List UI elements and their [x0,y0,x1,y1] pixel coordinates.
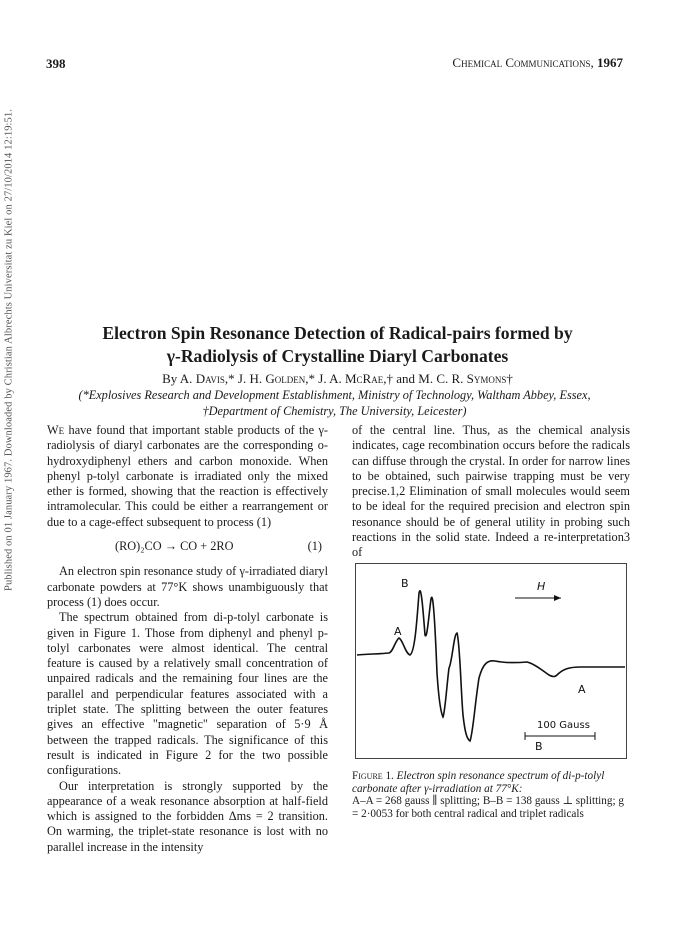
left-column [47,423,328,855]
author-2-name: Golden,* [265,371,316,386]
page-number: 398 [46,56,66,71]
journal-year: 1967 [597,55,623,70]
esr-spectrum-plot [355,563,627,759]
author-3-initials: J. A. [318,371,342,386]
affiliation-line-1: (*Explosives Research and Development Establishment, Ministry of Technology, Waltham Abbey, Essex, [78,388,591,402]
label-b-top: B [401,577,409,590]
author-3-name: McRae,† [345,371,393,386]
journal-header [452,55,623,71]
caption-heading [352,770,630,795]
title-line-1: Electron Spin Resonance Detection of Radical-pairs formed by [102,323,573,343]
download-watermark-text: Published on 01 January 1967. Downloaded by Christian Albrechts Universitat zu Kiel on 27/10/2014 12:19:51. [3,109,15,591]
author-1-initials: A. [179,371,193,386]
caption-figure-label: Figure 1. [352,770,394,782]
author-4-initials: M. C. R. [418,371,464,386]
spectrum-trace [357,591,625,741]
right-column [352,423,630,561]
paragraph-continuation: of the central line. Thus, as the chemical analysis indicates, cage recombination occurs before the radicals can diffuse through the crystal. In order for narrow lines to be obtained, such pairwise trapping must be very precise.1,2 Elimination of small molecules would seem to be ideal for the required precision and electron spin resonance should be of general utility in probing such reactions in the solid state. Indeed a re-interpretation3 of [352,423,630,560]
author-1-name: Davis,* [195,371,235,386]
author-4-name: Symons† [466,371,513,386]
paragraph-intro-text: have found that important stable products of the γ-radiolysis of diaryl carbonates are the corresponding o-hydroxydiphenyl ethers and carbon monoxide. When phenyl p-tolyl carbonate is irradiated only the mixed ether is formed, showing that the reaction is effectively intramolecular. This could be either a rearrangement or due to a cage-effect subsequent to process (1) [47,423,328,529]
label-a-left: A [394,625,402,638]
equation-number: (1) [307,539,322,554]
paragraph-intro [47,423,328,530]
esr-spectrum-figure [355,563,627,759]
dropcap-word: We [47,423,65,437]
caption-line-2: A–A = 268 gauss ∥ splitting; B–B = 138 gauss ⊥ splitting; g = 2·0053 for both central radical and triplet radicals [352,795,624,820]
label-b-bottom: B [535,740,543,753]
figure-caption [352,770,630,820]
journal-name: Chemical Communications, [452,55,594,70]
label-field-h: H [537,580,546,593]
equation-1 [115,539,322,554]
caption-line-1: Electron spin resonance spectrum of di-p-tolyl carbonate after γ-irradiation at 77°K: [352,770,605,795]
equation-expression: (RO)₂CO → CO + 2RO [115,539,234,554]
article-title [40,322,635,368]
title-line-2: γ-Radiolysis of Crystalline Diaryl Carbonates [166,346,509,366]
paragraph-interpretation: Our interpretation is strongly supported by the appearance of a weak resonance absorption at half-field which is assigned to the forbidden Δms = 2 transition. On warming, the triplet-state resonance is lost with no parallel increase in the intensity [47,778,328,854]
paragraph-spectrum: The spectrum obtained from di-p-tolyl carbonate is given in Figure 1. Those from diphenyl and phenyl p-tolyl carbonates were almost identical. The central feature is caused by a relatively small concentration of unpaired radicals and the remaining four lines are the parallel and perpendicular features associated with a triplet state. The splitting between the outer features gives an effective "magnetic" separation of 5·9 Å between the trapped radicals. The significance of this result is indicated in Figure 2 for the two possible configurations. [47,610,328,778]
affiliation-line-2: †Department of Chemistry, The University, Leicester) [202,404,467,418]
author-list [40,371,635,387]
authors-and: and [396,371,416,386]
scale-bar-label: 100 Gauss [537,720,590,731]
paragraph-esr-study: An electron spin resonance study of γ-irradiated diaryl carbonate powders at 77°K shows unambiguously that process (1) does occur. [47,564,328,609]
affiliations [44,387,625,419]
label-a-right: A [578,683,586,696]
authors-by: By [162,371,178,386]
author-2-initials: J. H. [237,371,263,386]
field-arrowhead [554,595,561,601]
download-watermark [2,95,16,605]
